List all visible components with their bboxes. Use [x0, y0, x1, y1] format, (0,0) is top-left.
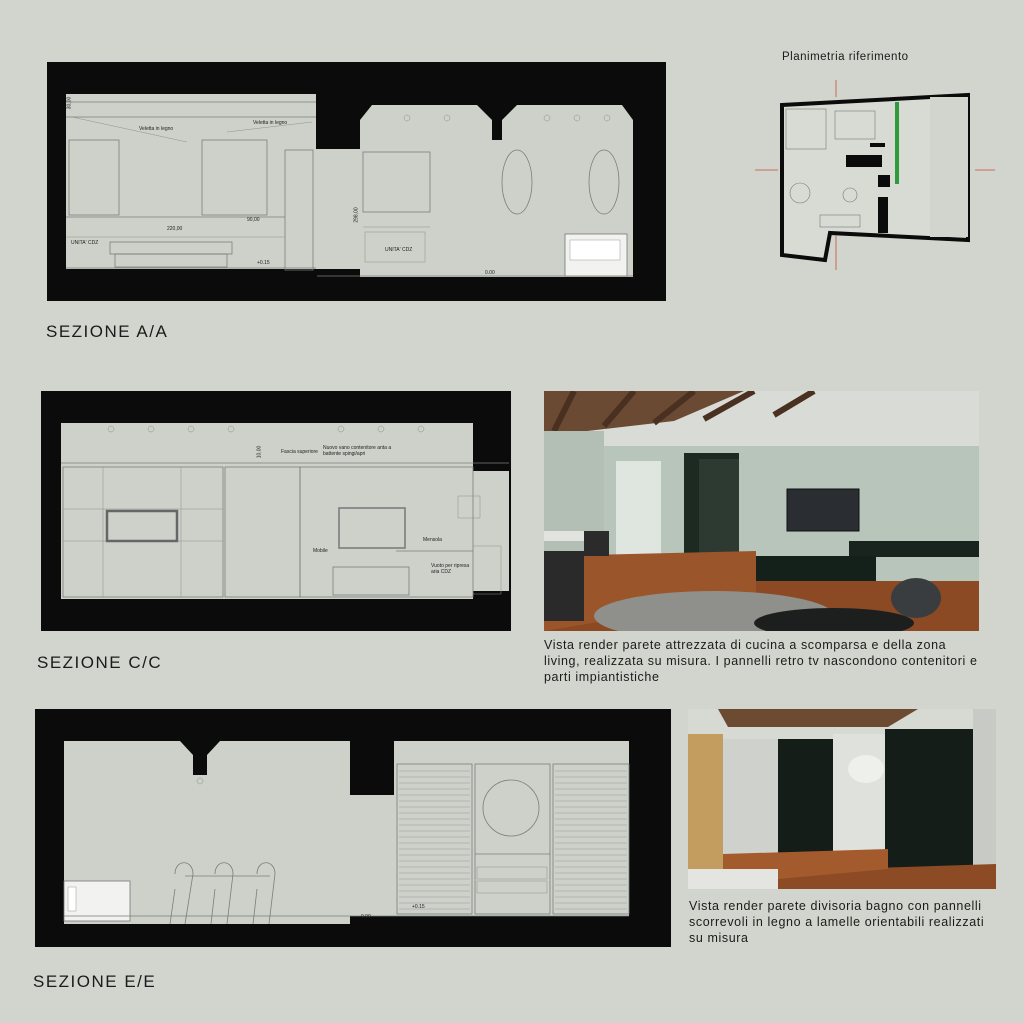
cc-fascia-label: Fascia superiore [281, 449, 318, 455]
unit-cdz-2: UNITA' CDZ [385, 247, 413, 253]
dim-top: 30,00 [66, 96, 73, 110]
cc-vano-label: Nuovo vano contenitore anta a battente spingi/apri [323, 445, 392, 457]
section-cc-title: SEZIONE C/C [37, 653, 163, 672]
section-aa-title: SEZIONE A/A [46, 322, 169, 341]
section-aa-drawing [47, 62, 666, 301]
section-ee-linework [35, 709, 671, 947]
level-015: +0.15 [257, 260, 270, 266]
cc-mensola-label: Mensola [423, 537, 442, 543]
section-cc-linework [41, 391, 511, 631]
ee-level-015: +0.15 [412, 904, 425, 910]
dim-298: 298,00 [353, 207, 360, 223]
level-000: 0.00 [485, 270, 495, 276]
veletta-label-2: Veletta in legno [253, 120, 288, 126]
cc-mobile-label: Mobile [313, 548, 328, 554]
veletta-label-1: Veletta in legno [139, 126, 174, 132]
dim-220: 220,00 [167, 226, 183, 232]
cc-dim-10: 10,00 [256, 445, 263, 459]
reference-plan-drawing [750, 75, 1000, 275]
render-bathroom-partition-caption: Vista render parete divisoria bagno con pannelli scorrevoli in legno a lamelle orientabili realizzati su misura [689, 899, 985, 945]
render-living-kitchen [544, 391, 979, 631]
render-living-kitchen-image [544, 391, 979, 631]
render-bathroom-partition [688, 709, 996, 889]
ee-level-000: 0.00 [361, 914, 371, 920]
render-bathroom-partition-image [688, 709, 996, 889]
plan-title: Planimetria riferimento [782, 51, 909, 63]
render-living-kitchen-caption: Vista render parete attrezzata di cucina a scomparsa e della zona living, realizzata su misura. I pannelli retro tv nascondono contenitori e parti impiantistiche [544, 638, 978, 684]
section-aa-linework [47, 62, 666, 301]
dim-90: 90,00 [247, 217, 260, 223]
cc-vuoto-label: Vuoto per ripresa aria CDZ [431, 563, 470, 575]
section-ee-drawing [35, 709, 671, 947]
reference-plan [750, 75, 1000, 275]
unit-cdz-1: UNITA' CDZ [71, 240, 99, 246]
section-cc-drawing [41, 391, 511, 631]
section-ee-title: SEZIONE E/E [33, 972, 157, 991]
